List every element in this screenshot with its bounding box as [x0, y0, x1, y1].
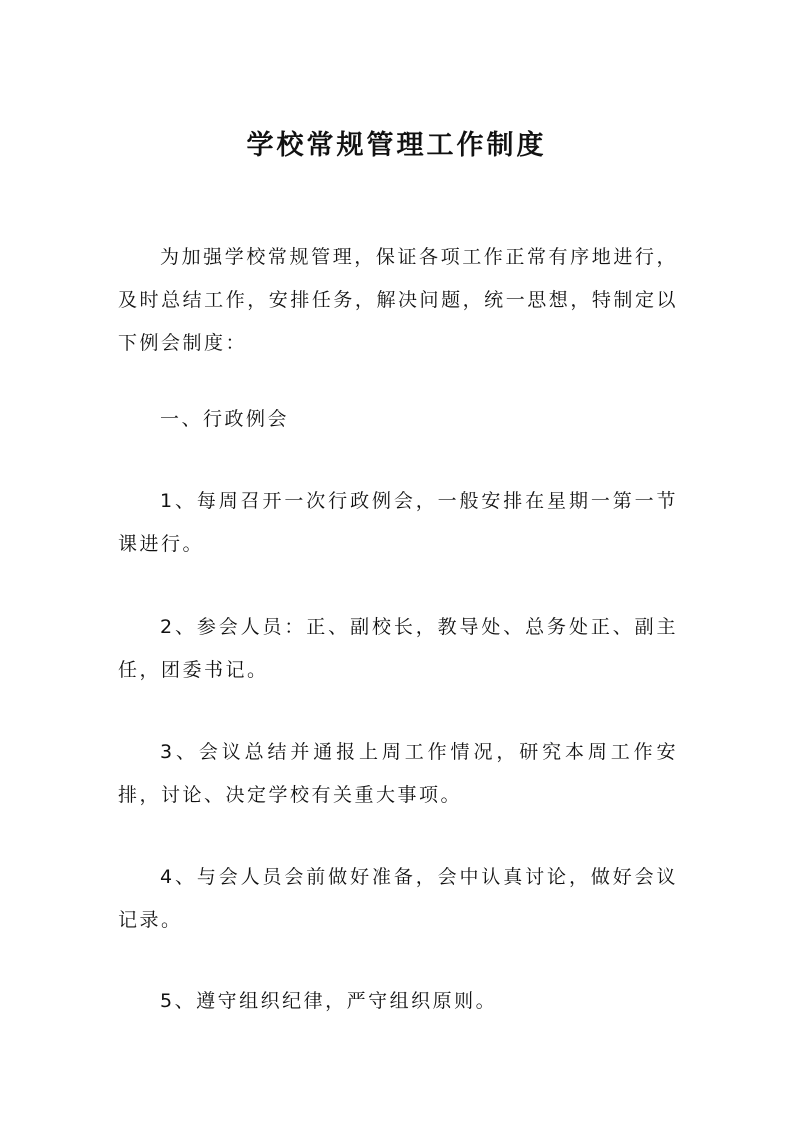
rule-item-4: 4、与会人员会前做好准备，会中认真讨论，做好会议记录。 — [118, 866, 678, 931]
rule-item-2: 2、参会人员：正、副校长，教导处、总务处正、副主任，团委书记。 — [118, 616, 678, 681]
rule-item-3: 3、会议总结并通报上周工作情况，研究本周工作安排，讨论、决定学校有关重大事项。 — [118, 741, 678, 806]
intro-paragraph: 为加强学校常规管理，保证各项工作正常有序地进行，及时总结工作，安排任务，解决问题，统一思想，特制定以下例会制度： — [118, 246, 678, 354]
section-heading-administrative-meeting: 一、行政例会 — [160, 408, 290, 430]
rule-item-1: 1、每周召开一次行政例会，一般安排在星期一第一节课进行。 — [118, 490, 678, 555]
rule-item-5: 5、遵守组织纪律，严守组织原则。 — [160, 990, 498, 1012]
document-title: 学校常规管理工作制度 — [246, 130, 547, 161]
